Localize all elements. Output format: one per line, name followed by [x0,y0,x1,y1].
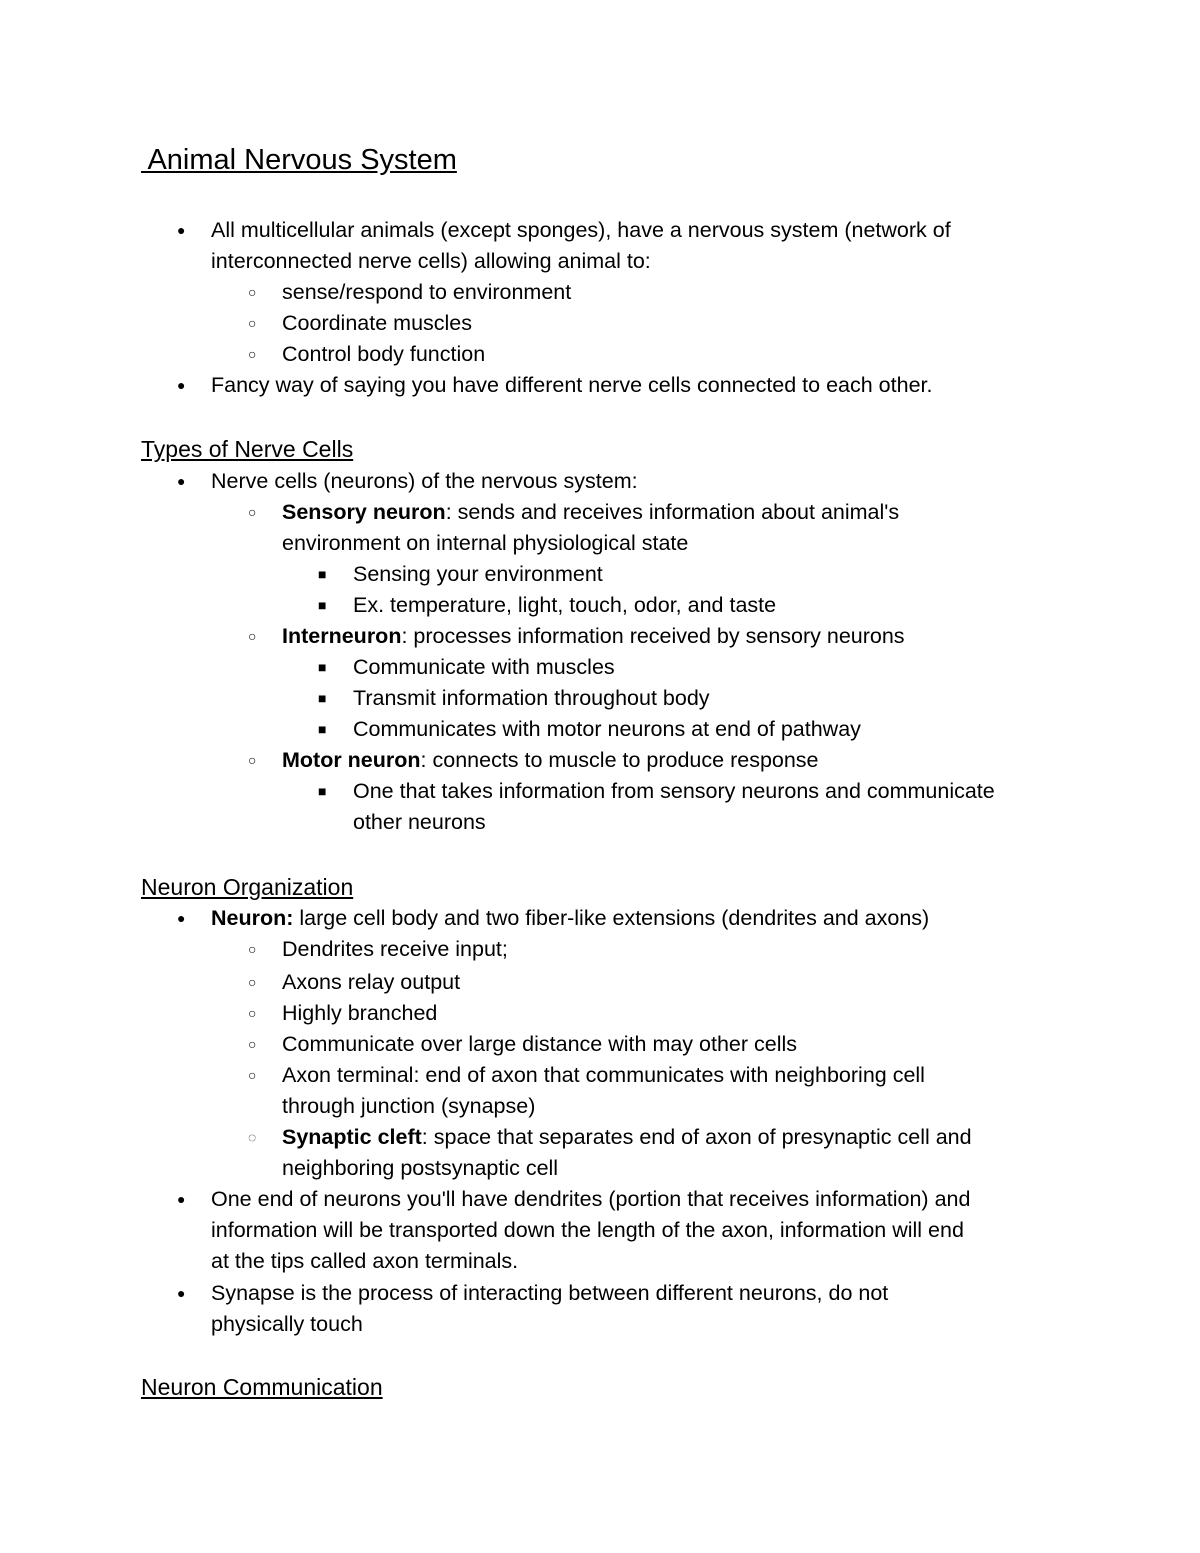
list-item-text: Nerve cells (neurons) of the nervous system: [211,469,638,493]
list-item-text: Sensing your environment [353,562,603,586]
list-item-text: neighboring postsynaptic cell [282,1156,559,1180]
definition-text: : processes information received by sensory neurons [401,624,905,648]
list-item-text: physically touch [211,1312,363,1336]
list-item-text [282,621,905,652]
bullet-disc: ● [177,377,186,393]
bullet-circle: ○ [248,315,257,331]
bullet-disc: ● [177,473,186,489]
bullet-circle: ○ [248,752,257,768]
term-synaptic-cleft: Synaptic cleft [282,1125,422,1149]
list-item-text: Ex. temperature, light, touch, odor, and taste [353,593,777,617]
bullet-circle: ○ [248,504,257,520]
list-item-text: at the tips called axon terminals. [211,1249,519,1273]
list-item-text: All multicellular animals (except sponges), have a nervous system (network of [211,218,951,242]
term-sensory-neuron: Sensory neuron [282,500,446,524]
list-item-text: other neurons [353,810,486,834]
list-item-text: Highly branched [282,1001,438,1025]
bullet-circle: ○ [248,1036,257,1052]
list-item-text: One end of neurons you'll have dendrites (portion that receives information) and [211,1187,971,1211]
definition-text: : connects to muscle to produce response [420,748,819,772]
list-item-text: interconnected nerve cells) allowing animal to: [211,249,651,273]
bullet-square: ■ [318,597,327,613]
list-item-text: One that takes information from sensory neurons and communicate [353,779,995,803]
list-item-text: Dendrites receive input; [282,937,508,961]
term-interneuron: Interneuron [282,624,402,648]
bullet-circle: ○ [248,628,257,644]
bullet-circle: ○ [248,941,257,957]
bullet-disc: ● [177,1191,186,1207]
page-title: Animal Nervous System [141,144,457,176]
list-item-text [282,1122,972,1153]
bullet-square: ■ [318,690,327,706]
list-item-text: through junction (synapse) [282,1094,536,1118]
definition-text: : space that separates end of axon of presynaptic cell and [421,1125,972,1149]
bullet-dotted-circle: ◌ [248,1129,257,1145]
bullet-square: ■ [318,783,327,799]
list-item-text: Synapse is the process of interacting between different neurons, do not [211,1281,889,1305]
section-heading: Neuron Organization [141,874,354,900]
bullet-square: ■ [318,566,327,582]
definition-text: large cell body and two fiber-like extensions (dendrites and axons) [293,906,930,930]
bullet-circle: ○ [248,284,257,300]
list-item-text: sense/respond to environment [282,280,572,304]
list-item-text: Axons relay output [282,970,461,994]
definition-text: : sends and receives information about animal's [445,500,900,524]
term-motor-neuron: Motor neuron [282,748,421,772]
list-item-text [282,497,899,528]
bullet-square: ■ [318,721,327,737]
bullet-disc: ● [177,910,186,926]
list-item-text: information will be transported down the length of the axon, information will end [211,1218,964,1242]
list-item-text: environment on internal physiological state [282,531,689,555]
bullet-disc: ● [177,1285,186,1301]
list-item-text: Axon terminal: end of axon that communicates with neighboring cell [282,1063,925,1087]
bullet-circle: ○ [248,1005,257,1021]
list-item-text [211,903,929,934]
list-item-text: Communicate with muscles [353,655,615,679]
list-item-text: Fancy way of saying you have different nerve cells connected to each other. [211,373,933,397]
list-item-text: Coordinate muscles [282,311,473,335]
bullet-circle: ○ [248,974,257,990]
bullet-disc: ● [177,222,186,238]
bullet-circle: ○ [248,1067,257,1083]
list-item-text: Transmit information throughout body [353,686,710,710]
bullet-circle: ○ [248,346,257,362]
list-item-text [282,745,819,776]
bullet-square: ■ [318,659,327,675]
list-item-text: Control body function [282,342,486,366]
list-item-text: Communicates with motor neurons at end of pathway [353,717,861,741]
section-heading: Neuron Communication [141,1374,383,1400]
term-neuron: Neuron: [211,906,294,930]
list-item-text: Communicate over large distance with may other cells [282,1032,798,1056]
section-heading: Types of Nerve Cells [141,436,354,462]
